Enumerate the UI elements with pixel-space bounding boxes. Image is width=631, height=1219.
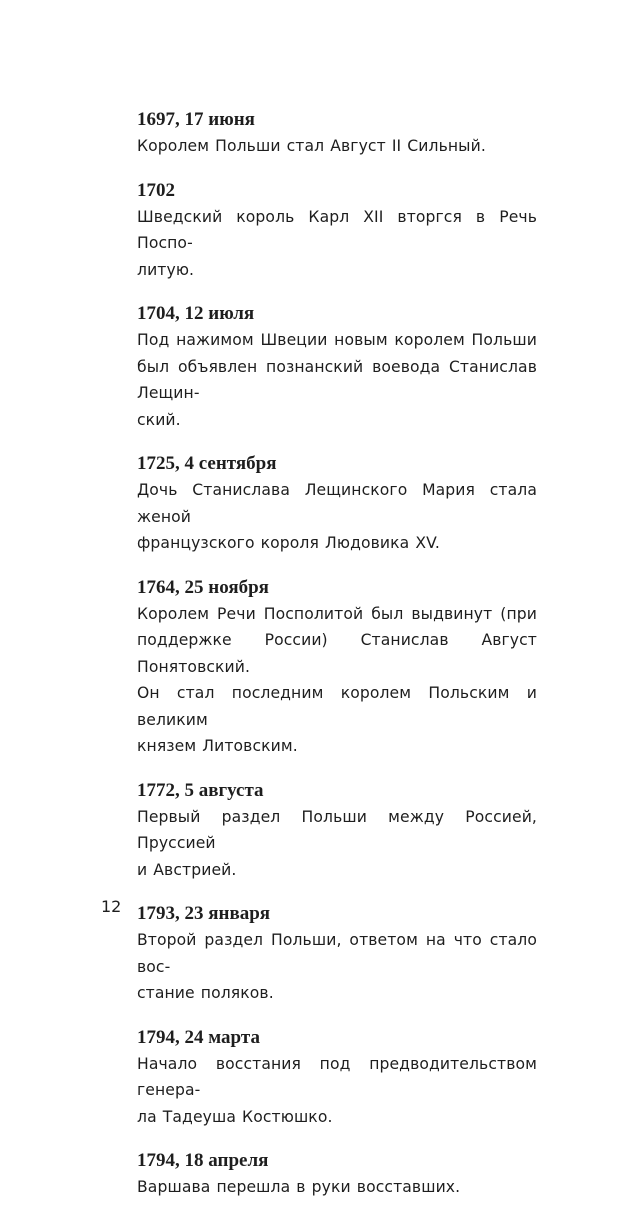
chronology-entry — [137, 1148, 537, 1201]
chronology-entry — [137, 778, 537, 884]
entry-text — [137, 133, 537, 160]
entry-text-line: князем Литовским. — [137, 737, 298, 755]
entry-date: 1772, 5 августа — [137, 779, 264, 801]
entry-text-line: Под нажимом Швеции новым королем Польши — [137, 331, 537, 349]
chronology-list — [137, 107, 537, 1219]
entry-text-line: поддержке России) Станислав Август Понятовский. — [137, 631, 537, 676]
entry-text — [137, 1051, 537, 1131]
chronology-entry — [137, 451, 537, 557]
entry-text-line: стание поляков. — [137, 984, 274, 1002]
entry-text-line: Второй раздел Польши, ответом на что стало вос- — [137, 931, 537, 976]
entry-text-line: Королем Речи Посполитой был выдвинут (при — [137, 604, 537, 623]
chronology-entry — [137, 178, 537, 284]
entry-text-line: ла Тадеуша Костюшко. — [137, 1107, 333, 1126]
entry-text-line: Первый раздел Польши между Россией, Пруссией — [137, 807, 537, 852]
entry-date: 1725, 4 сентября — [137, 453, 277, 474]
entry-text — [137, 927, 537, 1007]
page-number: 12 — [101, 897, 122, 916]
entry-date: 1764, 25 ноября — [137, 576, 269, 598]
entry-text — [137, 804, 537, 884]
entry-date: 1704, 12 июля — [137, 303, 255, 324]
entry-date: 1794, 24 марта — [137, 1026, 260, 1048]
chronology-entry — [137, 1025, 537, 1131]
chronology-entry — [137, 575, 537, 760]
entry-text — [137, 1174, 537, 1201]
entry-date: 1702 — [137, 179, 175, 201]
entry-text-line: ский. — [137, 410, 181, 429]
entry-date: 1793, 23 января — [137, 903, 271, 924]
entry-text — [137, 204, 537, 284]
entry-text-line: литую. — [137, 260, 195, 279]
entry-text-line: французского короля Людовика XV. — [137, 534, 440, 552]
entry-text-line: Начало восстания под предводительством генера- — [137, 1054, 537, 1099]
entry-text-line: Он стал последним королем Польским и великим — [137, 684, 537, 729]
entry-text-line: Дочь Станислава Лещинского Мария стала женой — [137, 481, 537, 526]
entry-text — [137, 327, 537, 433]
entry-text-line: был объявлен познанский воевода Станислав Лещин- — [137, 357, 537, 402]
chronology-entry — [137, 301, 537, 433]
entry-date: 1697, 17 июня — [137, 109, 255, 130]
entry-text-line: Королем Польши стал Август II Сильный. — [137, 137, 486, 155]
entry-text-line: Варшава перешла в руки восставших. — [137, 1178, 461, 1196]
entry-text — [137, 601, 537, 760]
chronology-entry — [137, 107, 537, 160]
entry-text — [137, 477, 537, 557]
chronology-entry — [137, 901, 537, 1007]
entry-date: 1794, 18 апреля — [137, 1150, 269, 1171]
entry-text-line: и Австрией. — [137, 860, 237, 879]
entry-text-line: Шведский король Карл XII вторгся в Речь Поспо- — [137, 207, 537, 252]
